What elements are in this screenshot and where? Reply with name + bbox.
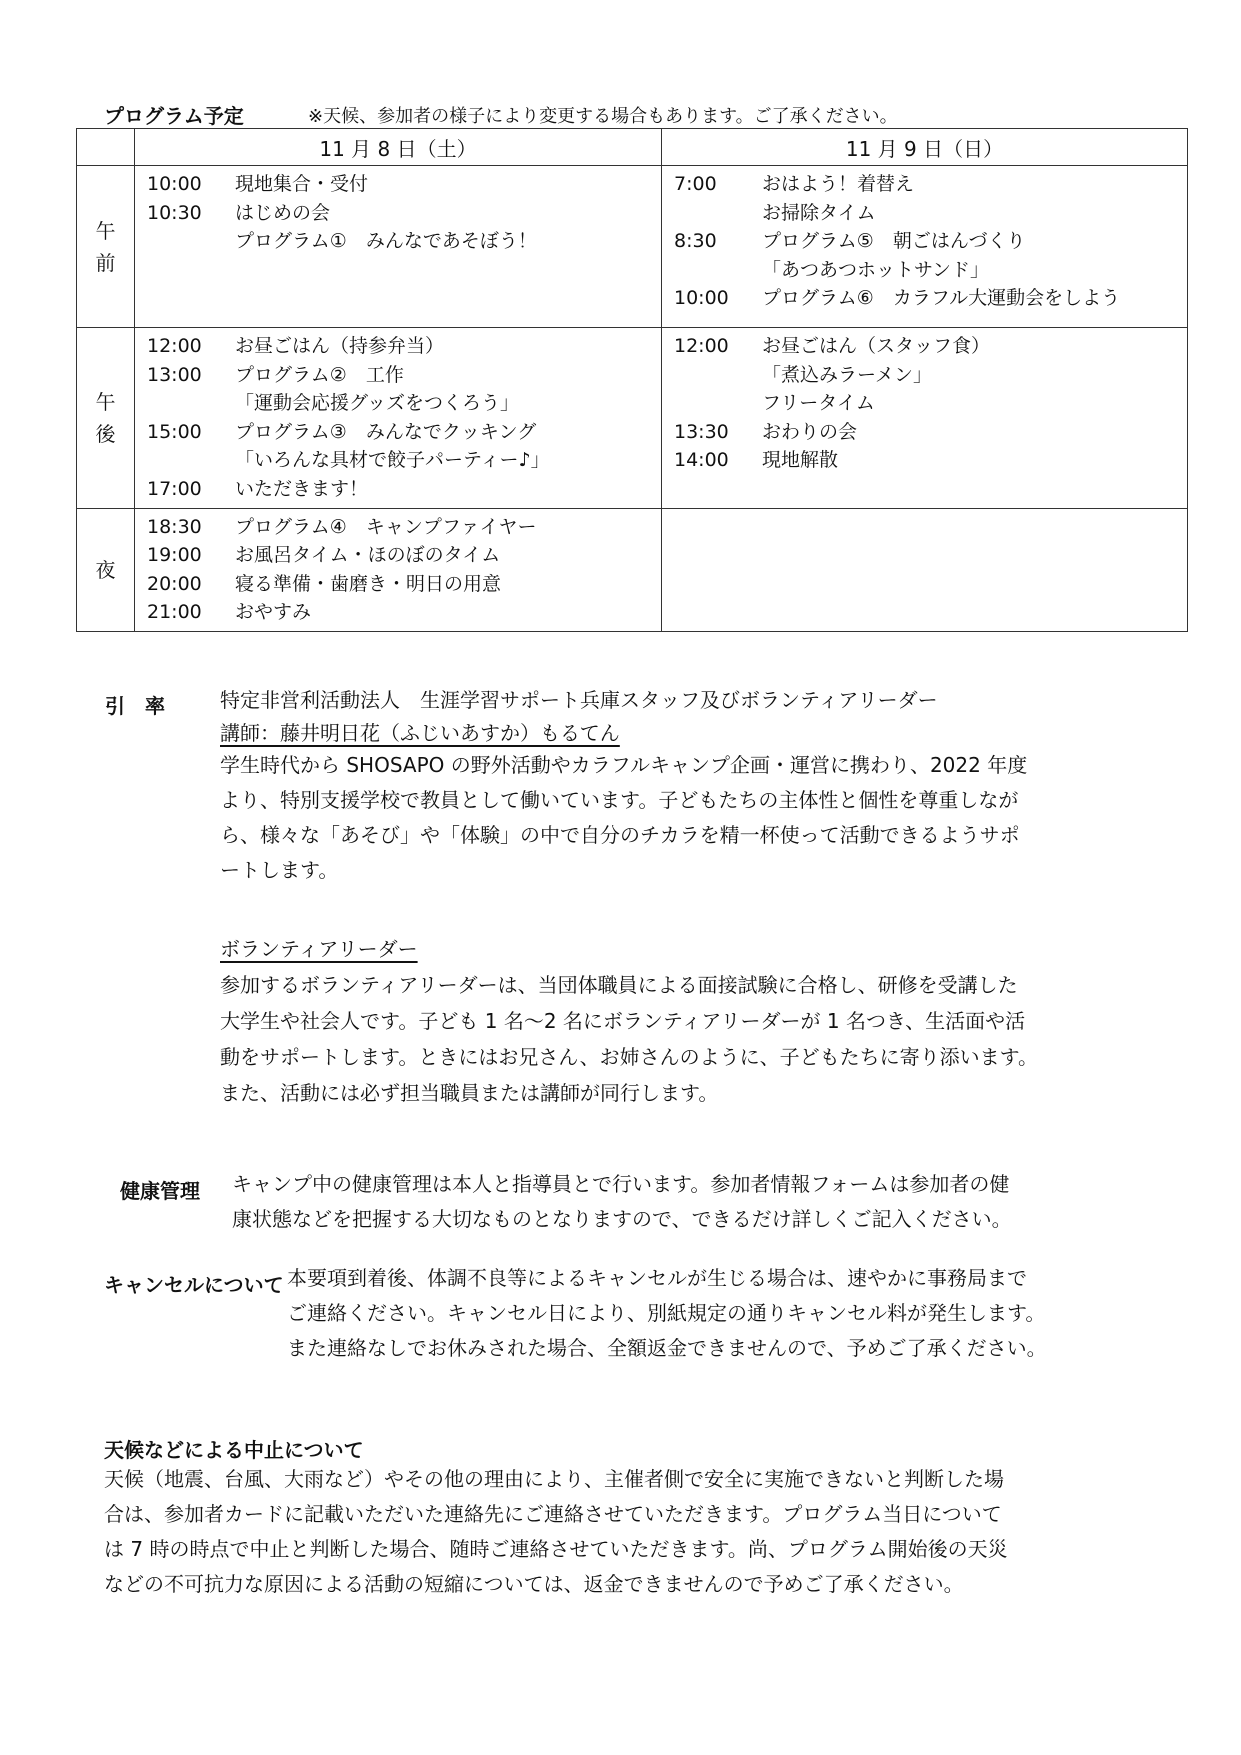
schedule-entry — [147, 541, 661, 570]
cancel-text — [287, 1261, 1047, 1366]
program-title: プログラム予定 — [104, 104, 244, 128]
entry-text: 「あつあつホットサンド」 — [762, 258, 990, 281]
schedule-entry — [674, 446, 1187, 475]
entry-text: おわりの会 — [762, 420, 858, 443]
day1-morning — [135, 166, 662, 328]
weather-line: は 7 時の時点で中止と判断した場合、随時ご連絡させていただきます。尚、プログラム開始後の天災 — [104, 1537, 1008, 1561]
schedule-entry — [674, 418, 1187, 447]
schedule-entry — [147, 446, 661, 475]
entry-text: フリータイム — [762, 392, 875, 415]
schedule-entry — [147, 227, 661, 256]
bio-line: 学生時代から SHOSAPO の野外活動やカラフルキャンプ企画・運営に携わり、2022 年度 — [220, 753, 1028, 777]
night-label: 夜 — [77, 508, 135, 631]
day1-afternoon — [135, 328, 662, 509]
leader-bio — [220, 748, 1150, 888]
entry-time — [674, 256, 762, 285]
volunteer-line: 動をサポートします。ときにはお兄さん、お姉さんのように、子どもたちに寄り添います。 — [220, 1045, 1038, 1069]
leader-org: 特定非営利活動法人 生涯学習サポート兵庫スタッフ及びボランティアリーダー — [220, 688, 938, 712]
day2-morning — [662, 166, 1188, 328]
entry-text: 「煮込みラーメン」 — [762, 363, 933, 386]
schedule-entry — [147, 199, 661, 228]
entry-text: お昼ごはん（持参弁当） — [235, 335, 445, 357]
schedule-entry — [147, 598, 661, 627]
entry-time: 10:00 — [147, 173, 202, 195]
schedule-entry — [147, 332, 661, 361]
entry-text: プログラム④ キャンプファイヤー — [235, 515, 537, 538]
entry-text: 「運動会応援グッズをつくろう」 — [235, 392, 520, 415]
volunteer-line: 参加するボランティアリーダーは、当団体職員による面接試験に合格し、研修を受講した — [220, 973, 1018, 997]
entry-text: 「いろんな具材で餃子パーティー♪」 — [235, 449, 550, 472]
volunteer-text — [220, 967, 1038, 1111]
entry-time: 18:30 — [147, 515, 202, 538]
entry-text: いただきます！ — [235, 477, 369, 500]
entry-text: 寝る準備・歯磨き・明日の用意 — [235, 572, 502, 595]
schedule-entry — [147, 418, 661, 447]
entry-time: 12:00 — [147, 335, 202, 357]
cancel-line: 本要項到着後、体調不良等によるキャンセルが生じる場合は、速やかに事務局まで — [287, 1266, 1027, 1290]
entry-time: 20:00 — [147, 572, 202, 595]
health-label: 健康管理 — [120, 1179, 200, 1203]
day1-header: 11 月 8 日（土） — [135, 129, 662, 166]
entry-time: 15:00 — [147, 420, 202, 443]
volunteer-line: 大学生や社会人です。子ども 1 名～2 名にボランティアリーダーが 1 名つき、生活面や活 — [220, 1009, 1026, 1033]
entry-text: おはよう！着替え — [762, 173, 915, 195]
entry-time: 7:00 — [674, 173, 717, 195]
schedule-entry — [674, 284, 1187, 313]
entry-time — [674, 389, 762, 418]
entry-text: お昼ごはん（スタッフ食） — [762, 335, 991, 357]
schedule-entry — [147, 361, 661, 390]
weather-title: 天候などによる中止について — [104, 1438, 364, 1462]
day2-afternoon — [662, 328, 1188, 509]
schedule-entry — [147, 513, 661, 542]
entry-time — [674, 199, 762, 228]
bio-line: ートします。 — [220, 858, 339, 882]
entry-time — [674, 361, 762, 390]
entry-time: 13:30 — [674, 420, 729, 443]
entry-text: プログラム② 工作 — [235, 363, 404, 386]
entry-time — [147, 446, 235, 475]
entry-time: 19:00 — [147, 544, 202, 567]
day2-header: 11 月 9 日（日） — [662, 129, 1188, 166]
schedule-entry — [674, 256, 1187, 285]
schedule-entry — [147, 389, 661, 418]
health-line: 康状態などを把握する大切なものとなりますので、できるだけ詳しくご記入ください。 — [232, 1207, 1012, 1231]
schedule-entry — [147, 475, 661, 504]
schedule-table — [76, 128, 1188, 632]
schedule-entry — [674, 199, 1187, 228]
afternoon-label: 午 後 — [77, 328, 135, 509]
volunteer-line: また、活動には必ず担当職員または講師が同行します。 — [220, 1081, 719, 1105]
health-line: キャンプ中の健康管理は本人と指導員とで行います。参加者情報フォームは参加者の健 — [232, 1172, 1010, 1196]
entry-time: 10:30 — [147, 201, 202, 224]
cancel-line: ご連絡ください。キャンセル日により、別紙規定の通りキャンセル料が発生します。 — [287, 1301, 1046, 1325]
entry-text: はじめの会 — [235, 201, 331, 224]
schedule-header-row — [77, 129, 1188, 166]
leader-label: 引 率 — [105, 694, 165, 718]
entry-time — [147, 227, 235, 256]
program-note: ※天候、参加者の様子により変更する場合もあります。ご了承ください。 — [308, 106, 898, 127]
bio-line: ら、様々な「あそび」や「体験」の中で自分のチカラを精一杯使って活動できるようサポ — [220, 823, 1020, 847]
corner-cell — [77, 129, 135, 166]
entry-time: 13:00 — [147, 363, 202, 386]
schedule-entry — [674, 361, 1187, 390]
schedule-entry — [674, 227, 1187, 256]
cancel-line: また連絡なしでお休みされた場合、全額返金できませんので、予めご了承ください。 — [287, 1336, 1047, 1360]
entry-text: お掃除タイム — [762, 201, 876, 224]
cancel-label: キャンセルについて — [104, 1273, 284, 1297]
schedule-entry — [674, 389, 1187, 418]
entry-text: おやすみ — [235, 601, 312, 624]
schedule-entry — [674, 332, 1187, 361]
schedule-entry — [674, 170, 1187, 199]
bio-line: より、特別支援学校で教員として働いています。子どもたちの主体性と個性を尊重しなが — [220, 788, 1019, 812]
entry-text: プログラム⑤ 朝ごはんづくり — [762, 230, 1026, 253]
entry-time: 12:00 — [674, 335, 729, 357]
entry-time: 17:00 — [147, 477, 202, 500]
schedule-entry — [147, 170, 661, 199]
entry-text: プログラム③ みんなでクッキング — [235, 420, 537, 443]
entry-time: 21:00 — [147, 601, 202, 624]
entry-time: 14:00 — [674, 449, 729, 472]
weather-text — [104, 1462, 1008, 1602]
schedule-entry — [147, 570, 661, 599]
leader-instructor: 講師：藤井明日花（ふじいあすか）もるてん — [220, 721, 620, 745]
afternoon-row — [77, 328, 1188, 509]
volunteer-title: ボランティアリーダー — [220, 937, 418, 961]
entry-time: 10:00 — [674, 287, 729, 310]
entry-text: プログラム⑥ カラフル大運動会をしよう — [762, 287, 1121, 310]
entry-text: プログラム① みんなであそぼう！ — [235, 230, 537, 253]
day1-night — [135, 508, 662, 631]
entry-time — [147, 389, 235, 418]
entry-text: 現地集合・受付 — [235, 173, 369, 195]
morning-row — [77, 166, 1188, 328]
entry-text: 現地解散 — [762, 449, 839, 472]
weather-line: などの不可抗力な原因による活動の短縮については、返金できませんので予めご了承ください。 — [104, 1572, 964, 1596]
weather-line: 天候（地震、台風、大雨など）やその他の理由により、主催者側で安全に実施できないと判断した場 — [104, 1467, 1004, 1491]
entry-text: お風呂タイム・ほのぼのタイム — [235, 544, 501, 567]
entry-time: 8:30 — [674, 230, 717, 253]
morning-label: 午 前 — [77, 166, 135, 328]
weather-line: 合は、参加者カードに記載いただいた連絡先にご連絡させていただきます。プログラム当日について — [104, 1502, 1002, 1526]
day2-night — [662, 508, 1188, 631]
health-text — [232, 1167, 1012, 1237]
night-row — [77, 508, 1188, 631]
